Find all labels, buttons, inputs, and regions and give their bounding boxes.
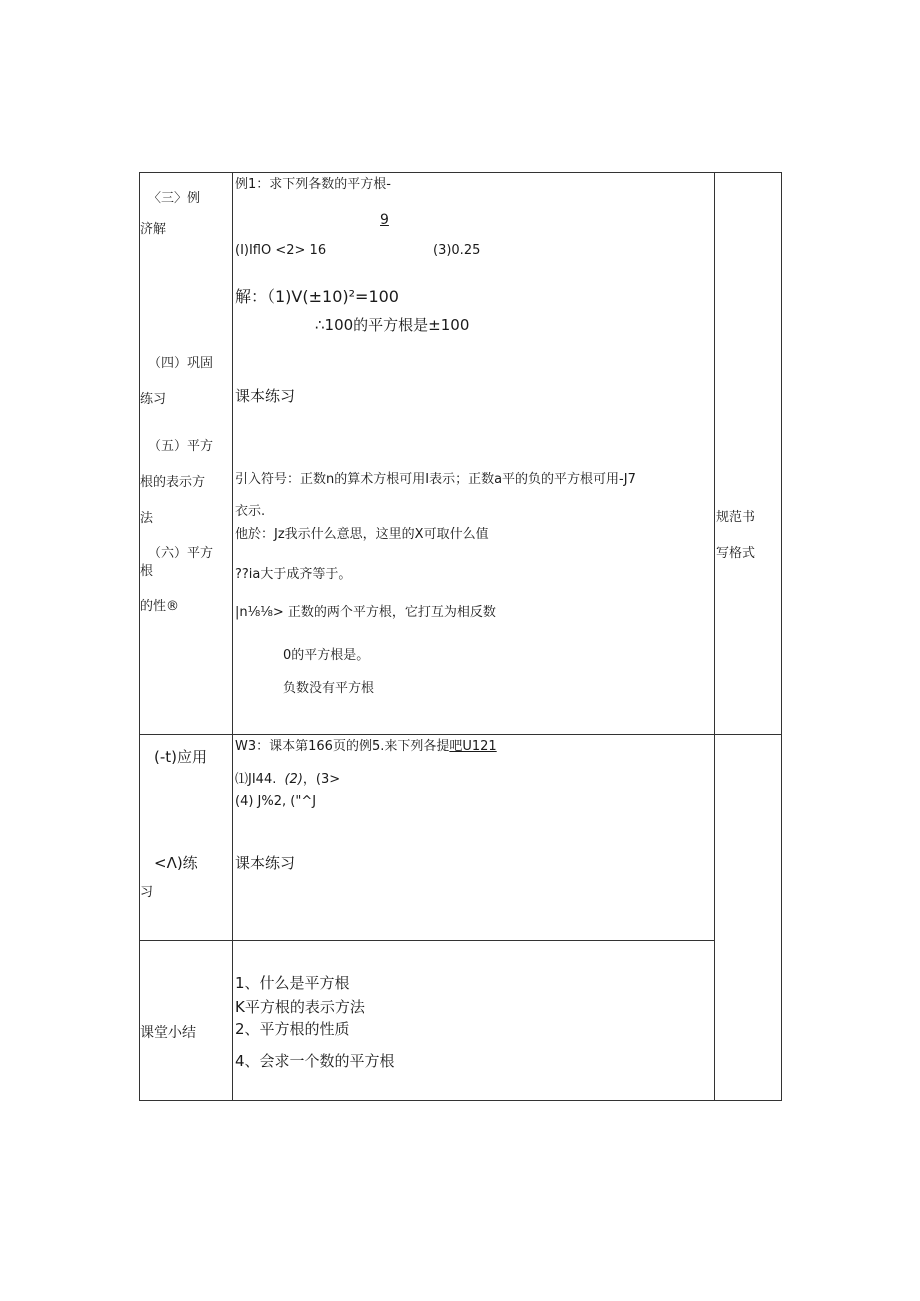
symbol-intro-line-2: 衣示. <box>235 504 266 519</box>
table-border-right <box>781 172 782 1101</box>
application-item-1: ⑴JI44. <box>235 772 277 787</box>
side-note-line-2: 写格式 <box>716 546 756 561</box>
application-item-3: ，(3> <box>302 772 341 787</box>
symbol-answer: ??ia大于成齐等于。 <box>235 567 352 582</box>
property-positive: |n⅛⅛> 正数的两个平方根，它打互为相反数 <box>235 605 496 620</box>
application-item-2: (2) <box>284 772 303 787</box>
row-divider-2 <box>139 940 715 941</box>
column-divider-1 <box>232 172 233 1101</box>
property-zero: 0的平方根是。 <box>283 648 370 663</box>
section-label-summary: 课堂小结 <box>140 1025 196 1041</box>
example-items-right: (3)0.25 <box>433 243 481 258</box>
textbook-practice-2: 课本练习 <box>235 854 296 872</box>
textbook-practice-1: 课本练习 <box>235 387 296 405</box>
row-divider-1 <box>139 734 782 735</box>
section-label-application: (-t)应用 <box>154 748 207 766</box>
column-divider-2 <box>714 172 715 1101</box>
summary-item: 4、会求一个数的平方根 <box>235 1052 395 1070</box>
table-border-top <box>139 172 782 173</box>
summary-item: K平方根的表示方法 <box>235 998 365 1016</box>
section-label-practice: <Λ)练 <box>154 854 198 872</box>
section-label-property-cont: 根 <box>140 564 154 579</box>
summary-item: 1、什么是平方根 <box>235 974 350 992</box>
section-label-consolidate: （四）巩固 <box>148 356 214 371</box>
application-example-underlined: 吧U121 <box>449 739 497 754</box>
application-items-row-2: (4) J%2, ("^J <box>235 794 317 809</box>
section-label-notation-end: 法 <box>140 511 154 526</box>
solution-line-2: ∴100的平方根是±100 <box>315 316 470 334</box>
section-label-notation: （五）平方 <box>148 439 214 454</box>
section-label-practice-cont: 习 <box>140 885 154 900</box>
example-title: 例1：求下列各数的平方根- <box>235 177 391 192</box>
section-label-property: （六）平方 <box>148 546 214 561</box>
side-note-line-1: 规范书 <box>716 510 756 525</box>
section-label-notation-cont: 根的表示方 <box>140 475 206 490</box>
example-items-left: (I)IflO <2> 16 <box>235 243 327 258</box>
fraction-numerator: 9 <box>380 212 389 228</box>
symbol-intro-line-1: 引入符号：正数n的算术方根可用I表示；正数a平的负的平方根可用-J7 <box>235 472 636 487</box>
application-example-title <box>235 740 497 753</box>
application-items-row-1 <box>235 773 340 786</box>
section-label-example-cont: 济解 <box>140 222 167 237</box>
section-label-example: 〈三〉例 <box>148 191 201 206</box>
application-example-text: W3：课本第166页的例5.来下列各提 <box>235 739 450 754</box>
table-border-bottom <box>139 1100 782 1101</box>
table-border-left <box>139 172 140 1101</box>
summary-item: 2、平方根的性质 <box>235 1020 350 1038</box>
symbol-question: 他於：Jz我示什么意思，这里的X可取什么值 <box>235 527 489 542</box>
solution-line-1: 解：（1)V(±10)²=100 <box>235 287 399 306</box>
property-negative: 负数没有平方根 <box>283 681 375 696</box>
section-label-consolidate-cont: 练习 <box>140 392 167 407</box>
section-label-property-end: 的性® <box>140 599 180 614</box>
